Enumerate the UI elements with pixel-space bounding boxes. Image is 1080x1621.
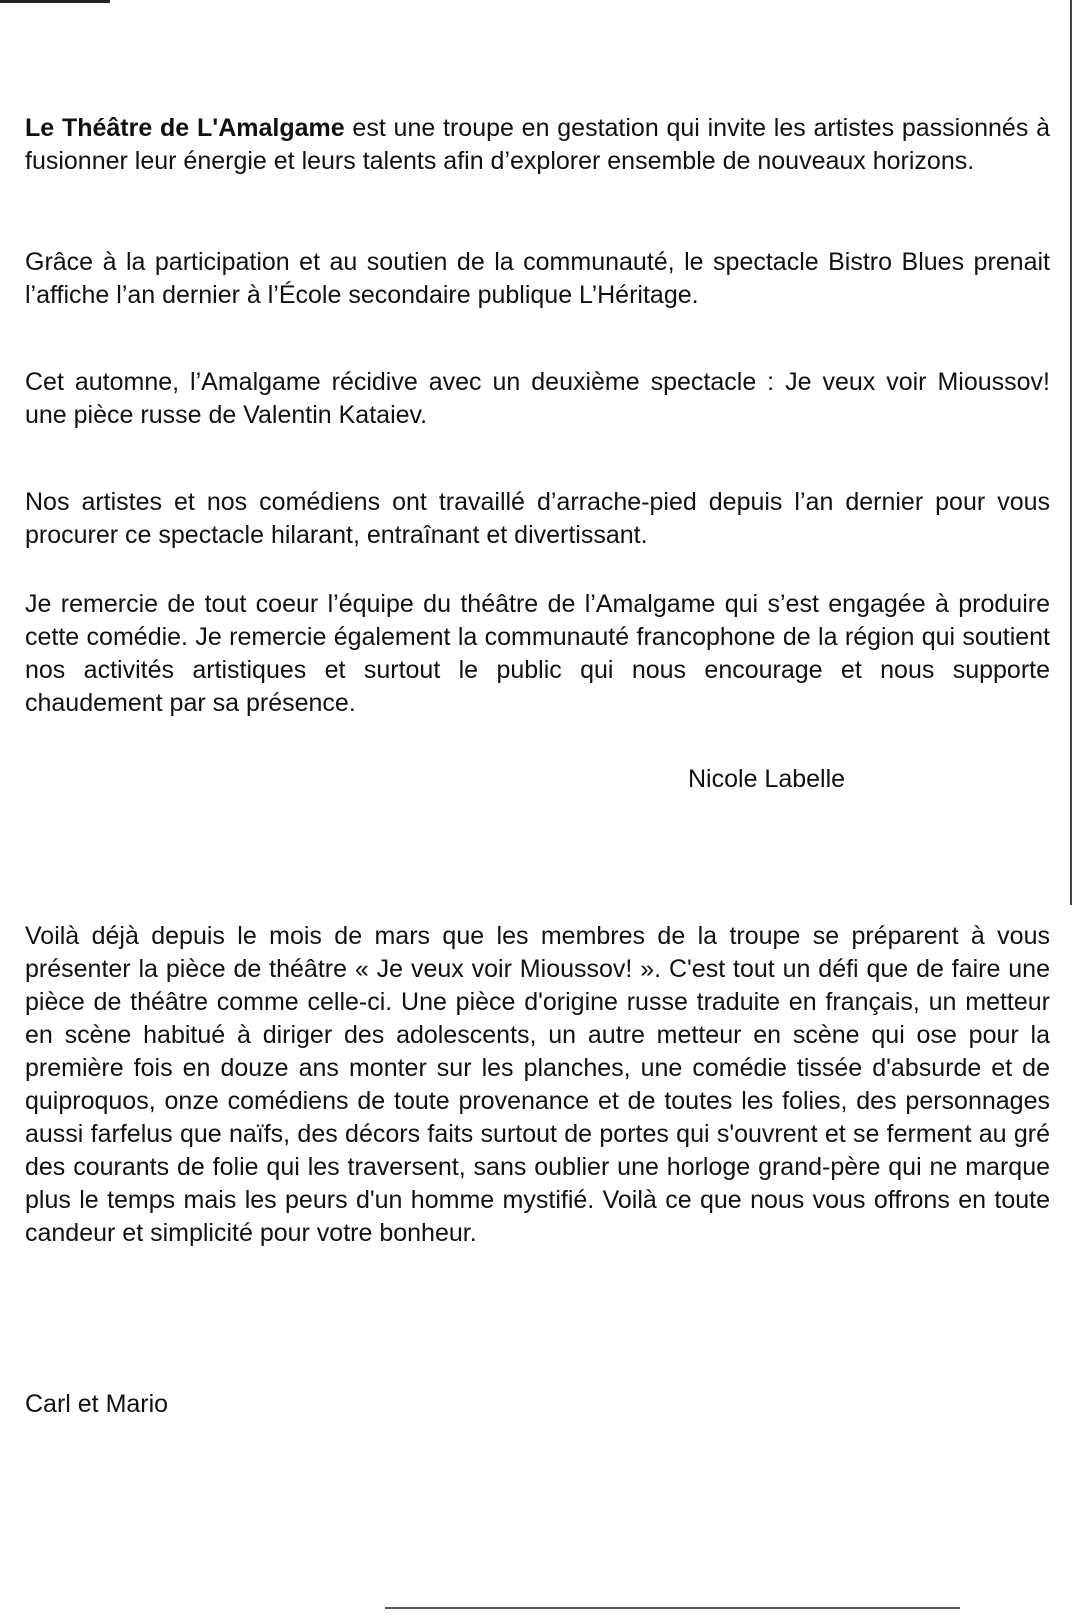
scan-edge-right — [1070, 0, 1072, 905]
paragraph-mioussov: Cet automne, l’Amalgame récidive avec un deuxième spectacle : Je veux voir Mioussov! une pièce russe de Valentin Kataiev. — [25, 368, 1050, 429]
paragraph-artists: Nos artistes et nos comédiens ont travaillé d’arrache-pied depuis l’an dernier pour vous procurer ce spectacle hilarant, entraînant et divertissant. — [25, 488, 1050, 549]
paragraph-directors-note: Voilà déjà depuis le mois de mars que les membres de la troupe se préparent à vous présenter la pièce de théâtre « Je veux voir Mioussov! ». C'est tout un défi que de faire une pièce de théâtre comme celle-ci. Une pièce d'origine russe traduite en français, un metteur en scène habitué à diriger des adolescents, un autre metteur en scène qui ose pour la première fois en douze ans monter sur les planches, une comédie tissée d'absurde et de quiproquos, onze comédiens de toute provenance et de toutes les folies, des personnages aussi farfelus que naïfs, des décors faits surtout de portes qui s'ouvrent et se ferment au gré des courants de folie qui les traversent, sans oublier une horloge grand-père qui ne marque plus le temps mais les peurs d'un homme mystifié. Voilà ce que nous vous offrons en toute candeur et simplicité pour votre bonheur. — [25, 922, 1050, 1247]
intro-paragraph — [25, 112, 1050, 178]
paragraph-bistro-blues: Grâce à la participation et au soutien de la communauté, le spectacle Bistro Blues prenait l’affiche l’an dernier à l’École secondaire publique L’Héritage. — [25, 248, 1050, 309]
signature-nicole-labelle: Nicole Labelle — [688, 765, 846, 793]
signature-carl-et-mario: Carl et Mario — [25, 1390, 169, 1418]
document-page — [25, 0, 1050, 1621]
intro-text: est une troupe en gestation qui invite les artistes passionnés à fusionner leur énergie et leurs talents afin d’explorer ensemble de nouveaux horizons. — [25, 114, 1051, 175]
troupe-name: Le Théâtre de L'Amalgame — [25, 114, 345, 142]
paragraph-thanks: Je remercie de tout coeur l’équipe du théâtre de l’Amalgame qui s’est engagée à produire cette comédie. Je remercie également la communauté francophone de la région qui soutient nos activités artistiques et surtout le public qui nous encourage et nous supporte chaudement par sa présence. — [25, 590, 1050, 717]
